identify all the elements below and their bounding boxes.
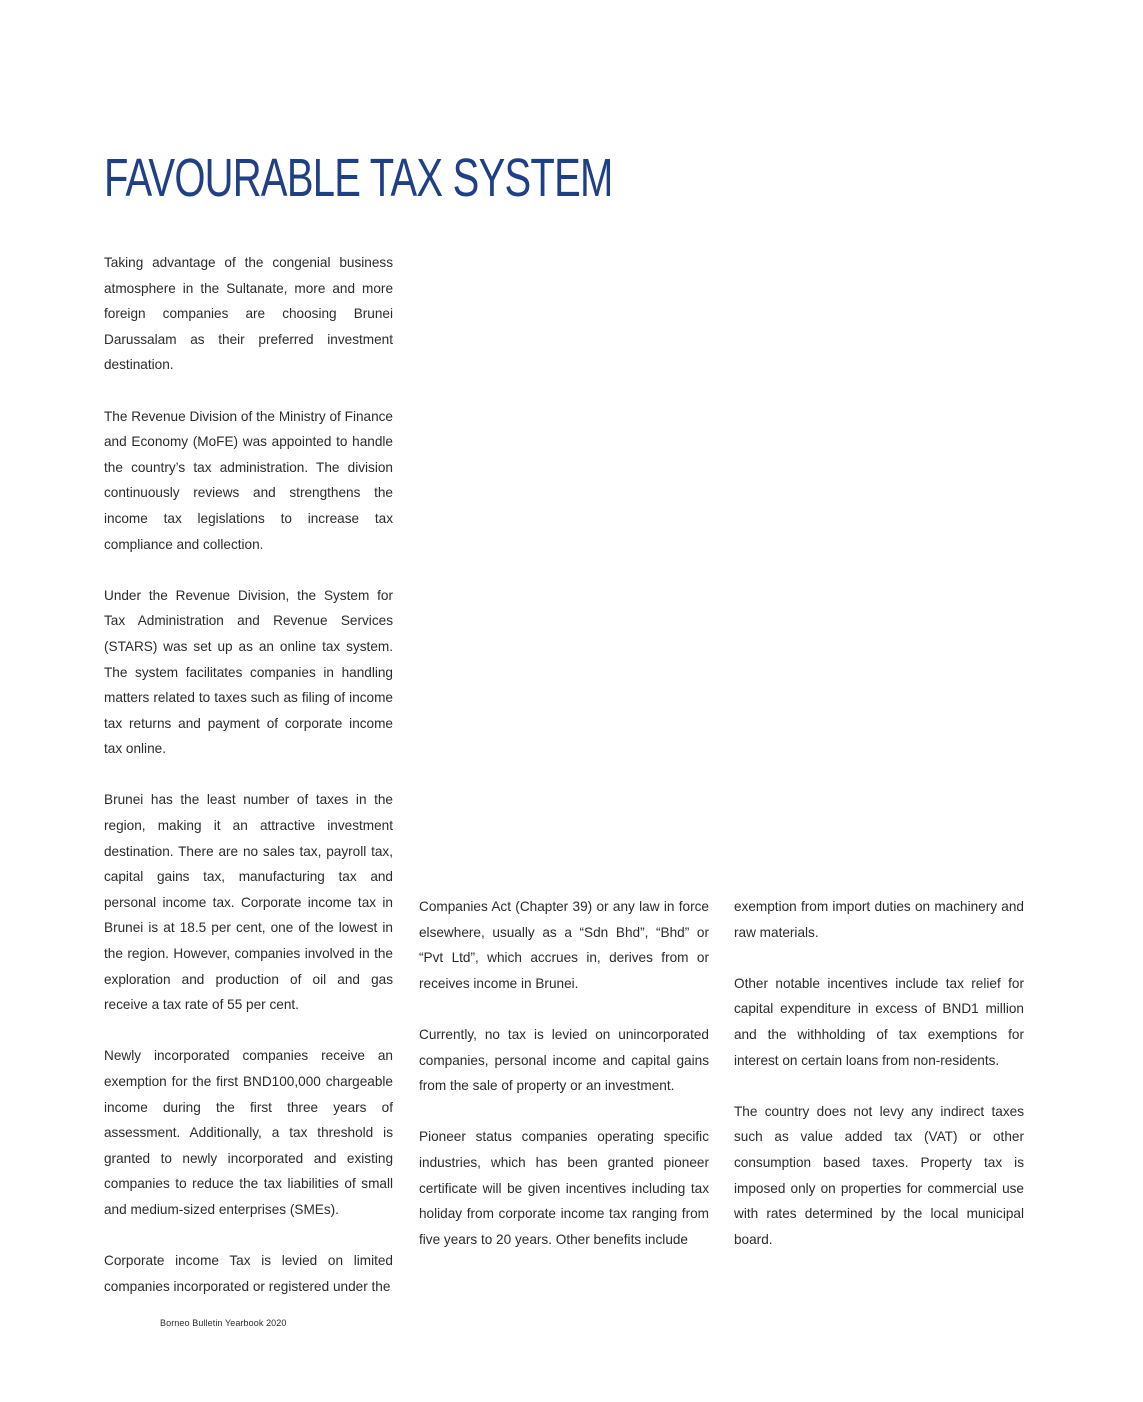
paragraph: Taking advantage of the congenial business atmosphere in the Sultanate, more and more foreign companies are choosing Brunei Darussalam as their preferred investment destination.	[104, 255, 393, 373]
text-column-3	[734, 894, 1024, 1252]
paragraph: Corporate income Tax is levied on limited companies incorporated or registered under the	[104, 1253, 393, 1294]
paragraph: Other notable incentives include tax relief for capital expenditure in excess of BND1 million and the withholding of tax exemptions for interest on certain loans from non-residents.	[734, 975, 1024, 1068]
paragraph: Under the Revenue Division, the System for Tax Administration and Revenue Services (STARS) was set up as an online tax system. The system facilitates companies in handling matters related to taxes such as filing of income tax returns and payment of corporate income tax online.	[104, 587, 393, 757]
text-column-1	[104, 250, 393, 1299]
paragraph: The country does not levy any indirect taxes such as value added tax (VAT) or other consumption based taxes. Property tax is imposed only on properties for commercial use with rates determined by the local municipal board.	[734, 1103, 1024, 1247]
paragraph: Currently, no tax is levied on unincorporated companies, personal income and capital gains from the sale of property or an investment.	[419, 1026, 709, 1094]
paragraph: Companies Act (Chapter 39) or any law in force elsewhere, usually as a “Sdn Bhd”, “Bhd” or “Pvt Ltd”, which accrues in, derives from or receives income in Brunei.	[419, 899, 709, 991]
paragraph: Pioneer status companies operating specific industries, which has been granted pioneer certificate will be given incentives including tax holiday from corporate income tax ranging from five years to 20 years. Other benefits include	[419, 1129, 709, 1247]
text-column-2	[419, 894, 709, 1252]
paragraph: Newly incorporated companies receive an exemption for the first BND100,000 chargeable income during the first three years of assessment. Additionally, a tax threshold is granted to newly incorporated and existing companies to reduce the tax liabilities of small and medium-sized enterprises (SMEs).	[104, 1048, 393, 1217]
paragraph: exemption from import duties on machinery and raw materials.	[734, 899, 1024, 940]
footer-publication-name: Borneo Bulletin Yearbook 2020	[160, 1318, 287, 1328]
paragraph: Brunei has the least number of taxes in the region, making it an attractive investment destination. There are no sales tax, payroll tax, capital gains tax, manufacturing tax and personal income tax. Corporate income tax in Brunei is at 18.5 per cent, one of the lowest in the region. However, companies involved in the exploration and production of oil and gas receive a tax rate of 55 per cent.	[104, 792, 393, 1013]
paragraph: The Revenue Division of the Ministry of Finance and Economy (MoFE) was appointed to handle the country’s tax administration. The division continuously reviews and strengthens the income tax legislations to increase tax compliance and collection.	[104, 408, 393, 552]
page-title: FAVOURABLE TAX SYSTEM	[104, 148, 613, 208]
